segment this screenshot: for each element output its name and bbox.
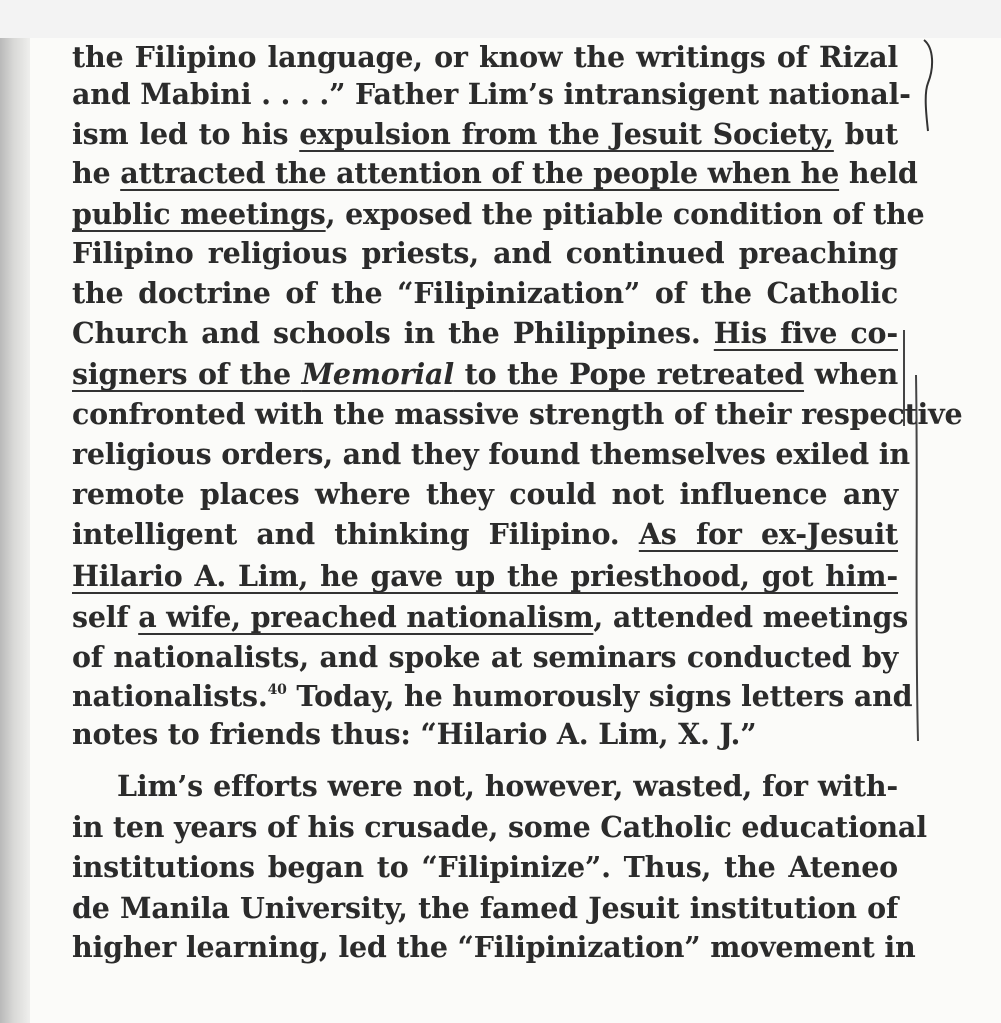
scanned-page: [0, 38, 1001, 1023]
text-line: [72, 194, 925, 234]
text-line: remote places where they could not influence any: [72, 477, 898, 511]
text-line: [72, 514, 898, 554]
text-line: de Manila University, the famed Jesuit institution of: [72, 891, 898, 925]
text-segment: , attended meetings: [593, 600, 909, 634]
text-segment: held: [839, 156, 918, 190]
text-segment: he: [72, 156, 121, 190]
text-line: confronted with the massive strength of their respective: [72, 397, 963, 431]
text-segment: intelligent and thinking Filipino.: [72, 517, 639, 551]
text-line: in ten years of his crusade, some Catholic educational: [72, 810, 927, 844]
underlined-title: Memorial: [301, 357, 454, 391]
text-line: [72, 676, 913, 716]
text-line: Filipino religious priests, and continued preaching: [72, 236, 898, 270]
text-segment: ism led to his: [72, 117, 300, 151]
text-line: [72, 597, 909, 637]
underlined-passage: attracted the attention of the people when he: [120, 156, 840, 190]
underlined-passage: As for ex-Jesuit: [638, 517, 898, 551]
text-line: of nationalists, and spoke at seminars conducted by: [72, 640, 898, 674]
text-line: higher learning, led the “Filipinization” movement in: [72, 930, 916, 964]
text-segment: Today, he humorously signs letters and: [286, 679, 913, 713]
text-line: [72, 556, 898, 596]
underlined-passage: signers of the: [72, 357, 302, 391]
underlined-passage: His five co-: [713, 316, 898, 350]
underlined-passage: a wife, preached nationalism: [138, 600, 594, 634]
text-segment: Church and schools in the Philippines.: [72, 316, 714, 350]
text-segment: nationalists.: [72, 679, 268, 713]
text-line: [72, 354, 898, 394]
text-line: the doctrine of the “Filipinization” of the Catholic: [72, 276, 898, 310]
text-segment: but: [833, 117, 898, 151]
footnote-marker: 40: [267, 682, 287, 698]
text-segment: self: [72, 600, 139, 634]
margin-line-mark: [913, 373, 921, 743]
viewer-top-bar: [0, 0, 1001, 38]
text-line: institutions began to “Filipinize”. Thus, the Ateneo: [72, 850, 898, 884]
text-line: and Mabini . . . .” Father Lim’s intransigent national-: [72, 77, 911, 111]
text-line: [72, 153, 918, 193]
text-line: [72, 313, 898, 353]
underlined-passage: public meetings: [72, 197, 326, 231]
margin-brace-mark: [920, 38, 940, 133]
text-line: notes to friends thus: “Hilario A. Lim, X. J.”: [72, 717, 757, 751]
text-line: [72, 114, 898, 154]
paragraph-first-line: Lim’s efforts were not, however, wasted, for with-: [117, 769, 898, 803]
text-line: religious orders, and they found themselves exiled in: [72, 437, 910, 471]
underlined-passage: expulsion from the Jesuit Society,: [299, 117, 834, 151]
underlined-passage: to the Pope retreated: [453, 357, 805, 391]
text-line: the Filipino language, or know the writings of Rizal: [72, 40, 898, 74]
underlined-passage: Hilario A. Lim, he gave up the priesthood, got him-: [72, 559, 898, 593]
text-segment: when: [804, 357, 898, 391]
margin-line-mark: [900, 328, 908, 428]
page-fold-shadow: [0, 38, 30, 1023]
text-segment: , exposed the pitiable condition of the: [325, 197, 925, 231]
